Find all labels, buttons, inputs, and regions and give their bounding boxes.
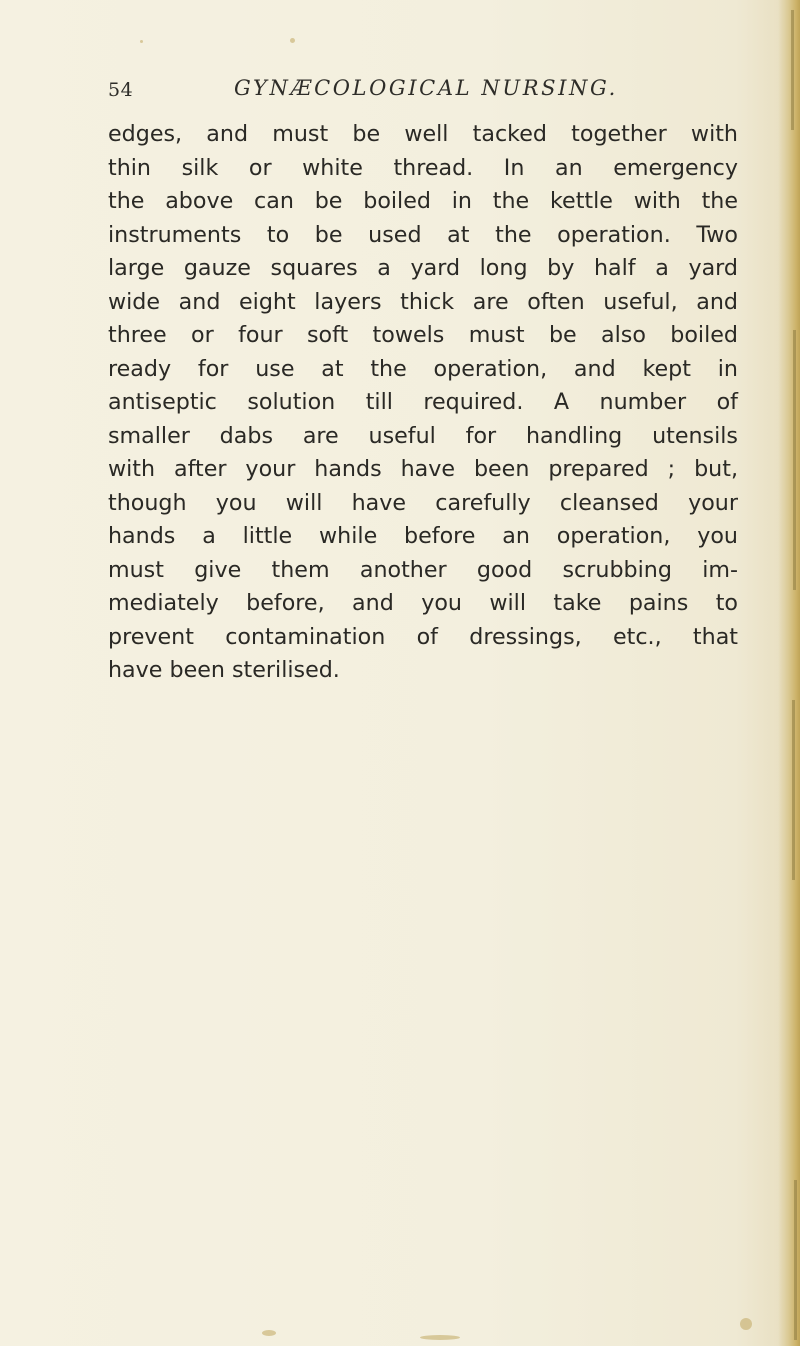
paper-speck: [262, 1330, 276, 1336]
text-line-last: have been sterilised.: [108, 657, 340, 683]
text-line: ready for use at the operation, and kept in: [108, 355, 738, 382]
page-edge-mark: [793, 330, 796, 590]
text-line: though you will have carefully cleansed your: [108, 489, 738, 516]
text-line: instruments to be used at the operation. Two: [108, 221, 738, 248]
paper-speck: [140, 40, 143, 43]
paper-speck: [420, 1335, 460, 1340]
text-line: large gauze squares a yard long by half a yard: [108, 255, 738, 281]
page-number: 54: [108, 79, 134, 101]
text-line: three or four soft towels must be also boiled: [108, 322, 738, 348]
page-edge-mark: [794, 1180, 797, 1340]
text-line: the above can be boiled in the kettle with the: [108, 188, 738, 214]
page-edge-stain: [778, 0, 800, 1346]
body-paragraph: [108, 118, 738, 688]
text-line: smaller dabs are useful for handling utensils: [108, 422, 738, 449]
running-head: GYNÆCOLOGICAL NURSING.: [234, 76, 618, 100]
paper-speck: [290, 38, 295, 43]
page-edge-mark: [792, 700, 795, 880]
page-edge-mark: [791, 10, 794, 130]
text-line: edges, and must be well tacked together with: [108, 121, 738, 147]
text-line: must give them another good scrubbing im-: [108, 556, 738, 583]
text-line: wide and eight layers thick are often useful, and: [108, 288, 738, 315]
text-line: with after your hands have been prepared ; but,: [108, 456, 738, 482]
text-line: hands a little while before an operation, you: [108, 523, 738, 549]
paper-speck: [740, 1318, 752, 1330]
page-header: [108, 76, 728, 106]
text-line: antiseptic solution till required. A number of: [108, 389, 738, 415]
text-line: prevent contamination of dressings, etc., that: [108, 623, 738, 650]
text-line: thin silk or white thread. In an emergency: [108, 154, 738, 181]
text-line: mediately before, and you will take pains to: [108, 590, 738, 616]
